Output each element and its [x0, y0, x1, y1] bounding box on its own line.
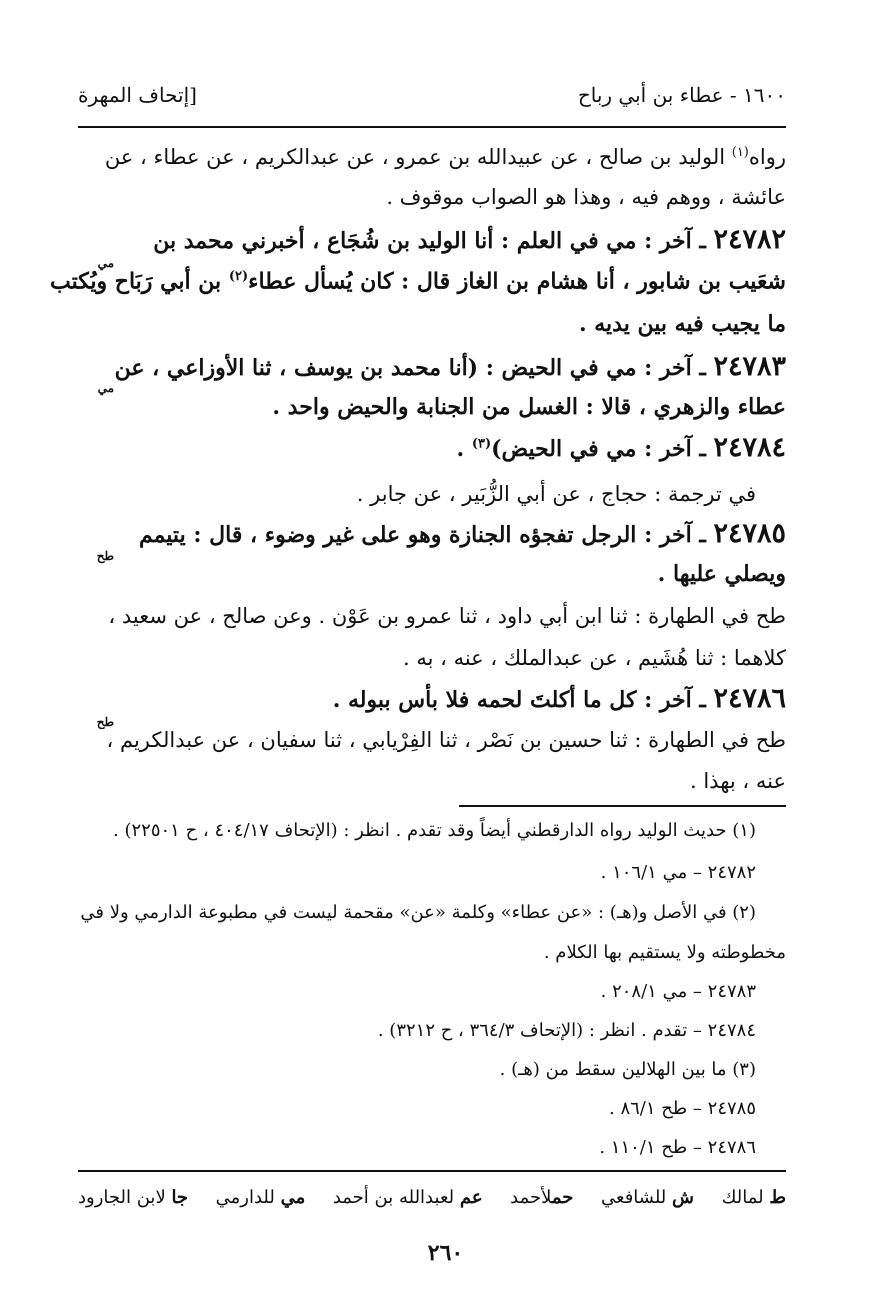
text-line: عطاء والزهري ، قالا : الغسل من الجنابة والحيض واحد .: [272, 394, 786, 420]
footnote-line: ٢٤٧٨٤ – تقدم . انظر : (الإتحاف ٣٦٤/٣ ، ح ٣٢١٢) .: [377, 1020, 756, 1041]
footnote-2: (٢) في الأصل و(هـ) : «عن عطاء» وكلمة «عن» مقحمة ليست في مطبوعة الدارمي ولا في: [80, 902, 756, 923]
footnote-1: (١) حديث الوليد رواه الدارقطني أيضاً وقد تقدم . انظر : (الإتحاف ٤٠٤/١٧ ، ح ٢٢٥٠١) .: [113, 820, 756, 841]
siglum-tah: طح: [96, 715, 114, 729]
text-line: شعَيب بن شابور ، أنا هشام بن الغاز قال : كان يُسأل عطاء$^{(٢)}$ بن أبي رَبَاح ويُكتب: [49, 268, 786, 295]
entry-number: ٢٤٧٨٦: [713, 683, 786, 714]
text-line: عائشة ، ووهم فيه ، وهذا هو الصواب موقوف .: [386, 185, 786, 209]
text-line: في ترجمة : حجاج ، عن أبي الزُّبَير ، عن جابر .: [356, 482, 756, 506]
entry-24785: ٢٤٧٨٥ ـ آخر : الرجل تفجؤه الجنازة وهو على غير وضوء ، قال : يتيمم: [138, 518, 786, 549]
footnote-ref: (٣): [471, 436, 492, 452]
footnote-3: (٣) ما بين الهلالين سقط من (هـ) .: [499, 1059, 756, 1080]
footnote-line: مخطوطته ولا يستقيم بها الكلام .: [543, 942, 786, 963]
legend-item: حملأحمد: [510, 1187, 574, 1208]
text-line: طح في الطهارة : ثنا حسين بن نَصْر ، ثنا الفِرْيابي ، ثنا سفيان ، عن عبدالكريم ،: [106, 728, 786, 752]
header-rule: [78, 126, 786, 128]
entry-number: ٢٤٧٨٢: [713, 224, 786, 255]
running-head-book-title: [إتحاف المهرة: [78, 83, 197, 107]
legend-item: مي للدارمي: [215, 1187, 306, 1208]
entry-24784: ٢٤٧٨٤ ـ آخر : مي في الحيض)$^{(٣)}$ .: [456, 432, 786, 463]
siglum-tah: طح: [96, 549, 114, 563]
entry-number: ٢٤٧٨٥: [713, 518, 786, 549]
footnote-line: ٢٤٧٨٥ – طح ٨٦/١ .: [609, 1098, 756, 1119]
legend-item: ط لمالك: [721, 1187, 786, 1208]
text-line: رواه$^{(١)}$ الوليد بن صالح ، عن عبيدالله بن عمرو ، عن عبدالكريم ، عن عطاء ، عن: [104, 145, 786, 169]
running-head-chapter: ١٦٠٠ - عطاء بن أبي رباح: [577, 83, 786, 107]
entry-number: ٢٤٧٨٤: [713, 432, 786, 463]
text-line: طح في الطهارة : ثنا ابن أبي داود ، ثنا عمرو بن عَوْن . وعن صالح ، عن سعيد ،: [108, 604, 786, 628]
legend-item: عم لعبدالله بن أحمد: [332, 1187, 483, 1208]
entry-24786: ٢٤٧٨٦ ـ آخر : كل ما أكلتَ لحمه فلا بأس ببوله .: [332, 683, 786, 714]
page-number: ٢٦٠: [427, 1240, 464, 1266]
text-line: كلاهما : ثنا هُشَيم ، عن عبدالملك ، عنه ، به .: [402, 646, 786, 670]
text-line: عنه ، بهذا .: [690, 769, 786, 793]
footnote-rule: [459, 805, 786, 807]
running-head: [78, 83, 786, 117]
footnote-ref: (١): [731, 145, 749, 160]
abbreviations-legend: [78, 1187, 786, 1208]
text-line: ويصلي عليها .: [657, 561, 786, 587]
footnote-line: ٢٤٧٨٦ – طح ١١٠/١ .: [599, 1137, 756, 1158]
footnote-ref: (٢): [228, 269, 249, 284]
entry-24783: ٢٤٧٨٣ ـ آخر : مي في الحيض : (أنا محمد بن يوسف ، ثنا الأوزاعي ، عن: [114, 351, 786, 382]
footnote-line: ٢٤٧٨٣ – مي ٢٠٨/١ .: [600, 981, 756, 1002]
entry-number: ٢٤٧٨٣: [713, 351, 786, 382]
legend-rule: [78, 1170, 786, 1172]
text-line: ما يجيب فيه بين يديه .: [578, 311, 786, 337]
legend-item: ش للشافعي: [601, 1187, 694, 1208]
legend-item: جا لابن الجارود: [78, 1187, 189, 1208]
siglum-mi: مي: [97, 256, 114, 270]
siglum-mi: مي: [97, 381, 114, 395]
footnote-line: ٢٤٧٨٢ – مي ١٠٦/١ .: [600, 862, 756, 883]
entry-24782: ٢٤٧٨٢ ـ آخر : مي في العلم : أنا الوليد بن شُجَاع ، أخبرني محمد بن: [153, 224, 786, 255]
